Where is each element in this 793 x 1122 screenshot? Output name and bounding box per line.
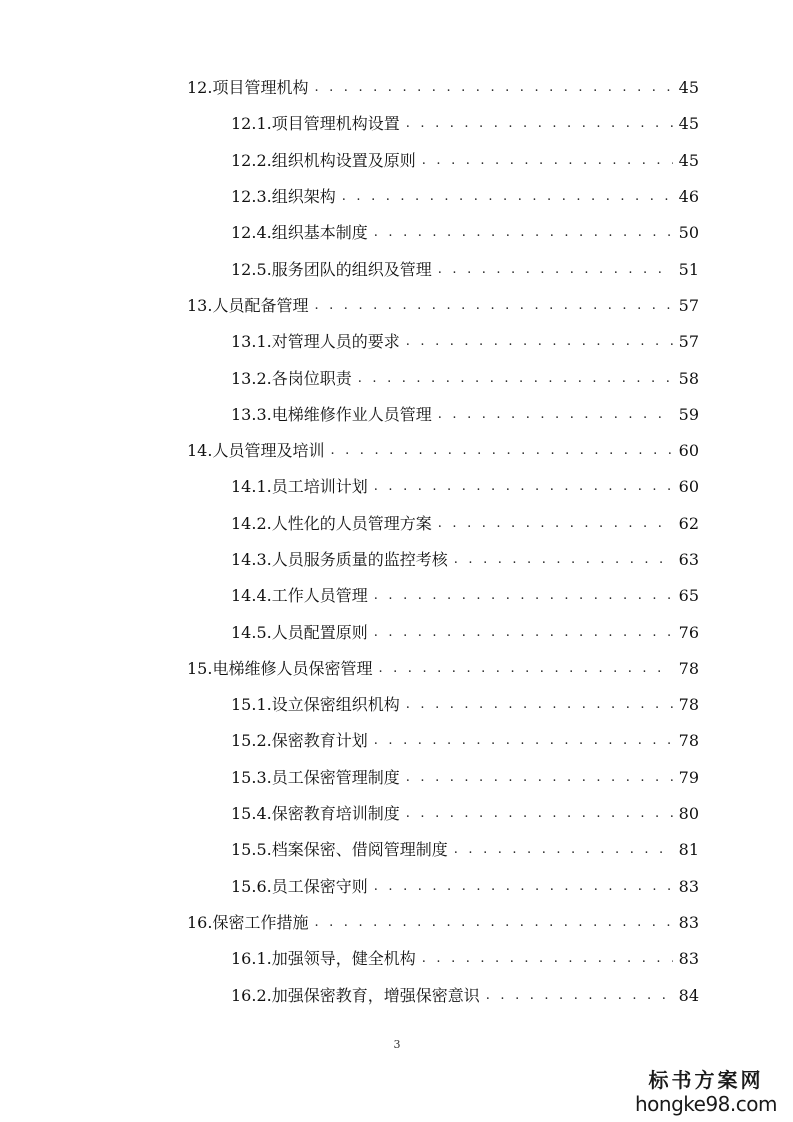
watermark-logo: [631, 1064, 781, 1115]
toc-dot-leader: [454, 840, 673, 860]
toc-entry-page: 81: [678, 840, 699, 860]
toc-entry-page: 78: [678, 695, 699, 715]
toc-dot-leader: [422, 151, 673, 171]
toc-entry-title: 设立保密组织机构: [271, 695, 400, 715]
toc-section-entry[interactable]: [231, 578, 699, 614]
toc-entry-title: 组织基本制度: [271, 223, 368, 243]
toc-entry-page: 65: [678, 586, 699, 606]
toc-chapter-entry[interactable]: [187, 651, 699, 687]
toc-dot-leader: [438, 514, 673, 534]
toc-dot-leader: [374, 623, 673, 643]
toc-entry-number: 15.: [187, 658, 213, 678]
toc-dot-leader: [342, 187, 673, 207]
toc-section-entry[interactable]: [231, 614, 699, 650]
toc-entry-number: 12.1.: [231, 114, 272, 134]
toc-entry-number: 14.1.: [231, 477, 272, 497]
toc-chapter-entry[interactable]: [187, 433, 699, 469]
toc-entry-number: 15.4.: [231, 804, 272, 824]
toc-entry-title: 项目管理机构设置: [271, 114, 400, 134]
toc-dot-leader: [374, 223, 673, 243]
table-of-contents: [0, 70, 793, 1014]
toc-entry-title: 员工保密管理制度: [271, 767, 400, 787]
toc-entry-number: 16.: [187, 912, 213, 932]
toc-section-entry[interactable]: [231, 542, 699, 578]
toc-dot-leader: [374, 477, 673, 497]
toc-entry-title: 组织架构: [271, 187, 336, 207]
toc-entry-page: 45: [678, 114, 699, 134]
toc-entry-number: 14.3.: [231, 550, 272, 569]
toc-entry-page: 76: [678, 622, 699, 642]
toc-entry-title: 人性化的人员管理方案: [271, 513, 432, 533]
toc-entry-page: 78: [678, 731, 699, 751]
toc-dot-leader: [314, 296, 672, 316]
toc-entry-page: 83: [678, 949, 699, 969]
toc-section-entry[interactable]: [231, 469, 699, 505]
toc-entry-page: 57: [678, 332, 699, 352]
watermark-name: 标书方案网: [648, 1068, 764, 1092]
toc-dot-leader: [358, 369, 673, 389]
toc-entry-title: 各岗位职责: [271, 368, 352, 388]
toc-entry-page: 80: [678, 804, 699, 824]
toc-section-entry[interactable]: [231, 251, 699, 287]
toc-entry-page: 60: [678, 477, 699, 497]
toc-section-entry[interactable]: [231, 869, 699, 905]
toc-entry-page: 50: [678, 223, 699, 243]
toc-section-entry[interactable]: [231, 760, 699, 796]
toc-dot-leader: [374, 586, 673, 606]
toc-entry-number: 13.1.: [231, 332, 272, 352]
toc-section-entry[interactable]: [231, 941, 699, 977]
toc-section-entry[interactable]: [231, 506, 699, 542]
toc-entry-number: 14.2.: [231, 513, 272, 533]
toc-entry-page: 57: [678, 295, 699, 315]
toc-entry-page: 83: [678, 876, 699, 896]
toc-dot-leader: [438, 260, 673, 280]
toc-entry-title: 人员服务质量的监控考核: [271, 550, 448, 569]
toc-entry-number: 14.4.: [231, 586, 272, 606]
toc-entry-number: 13.: [187, 295, 213, 315]
toc-entry-title: 保密教育培训制度: [271, 804, 400, 824]
toc-entry-page: 62: [678, 513, 699, 533]
toc-entry-title: 项目管理机构: [212, 78, 309, 98]
toc-dot-leader: [406, 768, 673, 788]
toc-entry-title: 电梯维修作业人员管理: [271, 404, 432, 424]
toc-entry-page: 63: [678, 550, 699, 569]
toc-section-entry[interactable]: [231, 215, 699, 251]
toc-entry-number: 12.3.: [231, 187, 272, 207]
toc-dot-leader: [486, 986, 673, 1006]
page-number: 3: [393, 1038, 401, 1051]
toc-entry-title: 对管理人员的要求: [271, 332, 400, 352]
toc-entry-title: 保密教育计划: [271, 731, 368, 751]
toc-section-entry[interactable]: [231, 143, 699, 179]
toc-section-entry[interactable]: [231, 723, 699, 759]
toc-section-entry[interactable]: [231, 832, 699, 868]
toc-entry-page: 58: [678, 368, 699, 388]
toc-entry-number: 14.5.: [231, 622, 272, 642]
toc-dot-leader: [378, 659, 672, 679]
toc-entry-title: 服务团队的组织及管理: [271, 259, 432, 279]
toc-entry-page: 59: [678, 404, 699, 424]
toc-entry-number: 13.2.: [231, 368, 272, 388]
toc-entry-number: 14.: [187, 441, 213, 461]
toc-dot-leader: [422, 949, 673, 969]
toc-entry-page: 45: [678, 78, 699, 98]
toc-entry-page: 60: [678, 441, 699, 461]
toc-dot-leader: [454, 550, 673, 570]
toc-dot-leader: [406, 695, 673, 715]
toc-entry-title: 保密工作措施: [212, 912, 309, 932]
toc-entry-title: 加强领导，健全机构: [271, 949, 416, 969]
toc-section-entry[interactable]: [231, 106, 699, 142]
toc-section-entry[interactable]: [231, 687, 699, 723]
toc-entry-number: 16.2.: [231, 985, 272, 1005]
toc-entry-number: 12.: [187, 78, 213, 98]
toc-entry-page: 46: [678, 187, 699, 207]
toc-entry-number: 12.5.: [231, 259, 272, 279]
toc-entry-title: 人员配备管理: [212, 295, 309, 315]
toc-entry-page: 51: [678, 259, 699, 279]
toc-dot-leader: [330, 441, 672, 461]
toc-entry-title: 员工培训计划: [271, 477, 368, 497]
toc-dot-leader: [406, 804, 673, 824]
toc-entry-page: 45: [678, 150, 699, 170]
toc-entry-number: 12.2.: [231, 150, 272, 170]
toc-dot-leader: [314, 78, 672, 98]
toc-entry-number: 13.3.: [231, 404, 272, 424]
toc-entry-number: 15.1.: [231, 695, 272, 715]
toc-chapter-entry[interactable]: [187, 905, 699, 941]
toc-entry-number: 15.2.: [231, 731, 272, 751]
toc-section-entry[interactable]: [231, 977, 699, 1013]
toc-entry-number: 15.6.: [231, 876, 272, 896]
toc-chapter-entry[interactable]: [187, 70, 699, 106]
toc-entry-title: 档案保密、借阅管理制度: [271, 840, 448, 860]
toc-entry-title: 加强保密教育，增强保密意识: [271, 985, 480, 1005]
toc-entry-number: 15.3.: [231, 767, 272, 787]
toc-entry-title: 人员管理及培训: [212, 441, 325, 461]
toc-section-entry[interactable]: [231, 397, 699, 433]
toc-dot-leader: [406, 114, 673, 134]
toc-dot-leader: [438, 405, 673, 425]
toc-section-entry[interactable]: [231, 324, 699, 360]
toc-entry-number: 12.4.: [231, 223, 272, 243]
toc-entry-title: 工作人员管理: [271, 586, 368, 606]
toc-chapter-entry[interactable]: [187, 288, 699, 324]
watermark-url: hongke98.com: [635, 1092, 777, 1116]
toc-section-entry[interactable]: [231, 796, 699, 832]
toc-entry-title: 员工保密守则: [271, 876, 368, 896]
toc-dot-leader: [406, 332, 673, 352]
toc-entry-title: 组织机构设置及原则: [271, 150, 416, 170]
toc-dot-leader: [374, 731, 673, 751]
toc-entry-number: 16.1.: [231, 949, 272, 969]
toc-entry-page: 83: [678, 912, 699, 932]
toc-entry-title: 人员配置原则: [271, 622, 368, 642]
toc-entry-title: 电梯维修人员保密管理: [212, 658, 373, 678]
toc-entry-number: 15.5.: [231, 840, 272, 860]
toc-entry-page: 79: [678, 767, 699, 787]
toc-dot-leader: [374, 877, 673, 897]
toc-section-entry[interactable]: [231, 360, 699, 396]
toc-section-entry[interactable]: [231, 179, 699, 215]
toc-dot-leader: [314, 913, 672, 933]
toc-entry-page: 84: [678, 985, 699, 1005]
toc-entry-page: 78: [678, 658, 699, 678]
